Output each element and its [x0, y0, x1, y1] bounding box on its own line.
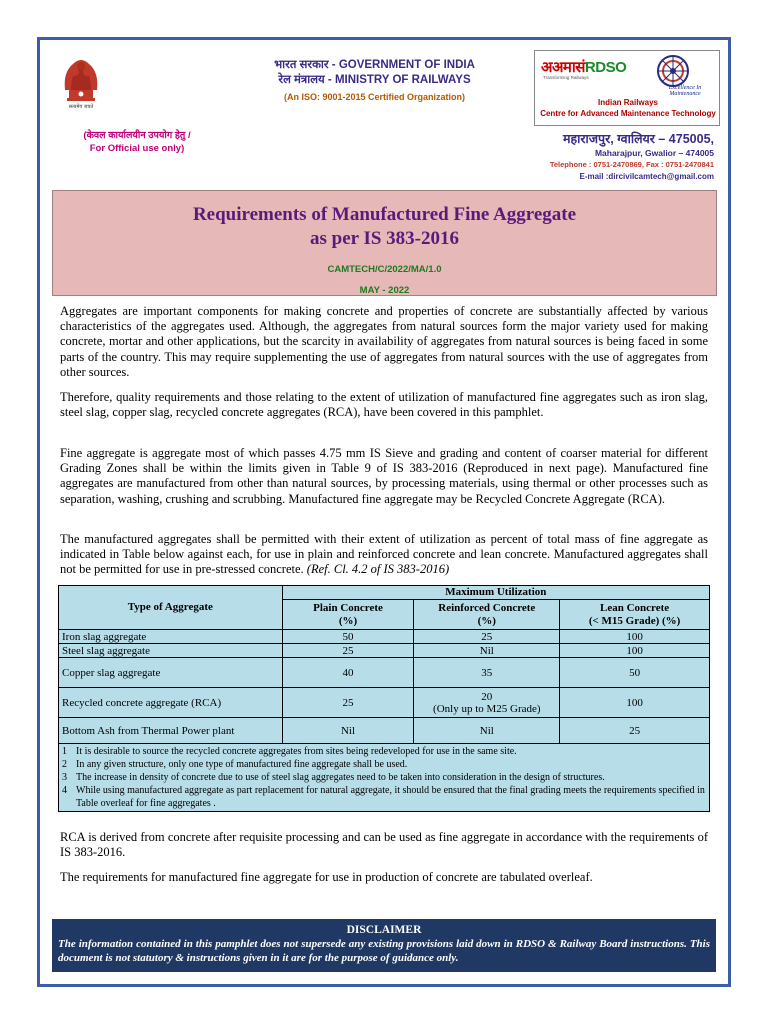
header-lean-concrete — [560, 600, 710, 630]
title-line-1: Requirements of Manufactured Fine Aggregate — [192, 204, 577, 225]
table-row — [59, 718, 710, 744]
cell-reinforced — [414, 688, 560, 718]
note-number: 1 — [62, 746, 67, 757]
address-english: Maharajpur, Gwalior – 474005 — [594, 148, 714, 158]
header-plain-line-2: (%) — [338, 614, 358, 627]
official-use-hindi: (केवल कार्यालयीन उपयोग हेतु / — [83, 130, 191, 141]
cell-lean: 100 — [560, 644, 710, 658]
note-item — [62, 784, 706, 810]
cell-reinforced: 35 — [414, 658, 560, 688]
rdso-logo-hindi: अअमासं — [541, 59, 585, 76]
national-emblem-icon — [55, 50, 107, 112]
title-line-2: as per IS 383-2016 — [309, 228, 460, 249]
title-box — [52, 190, 717, 296]
logo-excellence-tagline: Excellence In Maintenance — [668, 85, 702, 97]
cell-reinforced: Nil — [414, 644, 560, 658]
cell-type: Steel slag aggregate — [59, 644, 283, 658]
paragraph-utilization-text: The manufactured aggregates shall be permitted with their extent of utilization as percent of total mass of fine aggregate as indicated in Table below against each, for use in plain and reinforced concrete and lean concrete. Manufactured aggregates shall not be permitted for use in pre-stressed concrete. — [60, 532, 708, 577]
address-block — [500, 131, 714, 183]
cell-plain: 50 — [282, 630, 414, 644]
note-text: The increase in density of concrete due to use of steel slag aggregates need to be taken into consideration in the design of structures. — [76, 772, 605, 783]
note-item — [62, 745, 706, 758]
paragraph-rca: RCA is derived from concrete after requisite processing and can be used as fine aggregate in accordance with the requirements of IS 383-2016. — [60, 830, 708, 860]
cell-reinforced-note: (Only up to M25 Grade) — [433, 702, 541, 715]
rdso-logo — [541, 57, 626, 77]
table-row — [59, 688, 710, 718]
header-type-of-aggregate: Type of Aggregate — [59, 586, 283, 630]
iso-certification: (An ISO: 9001-2015 Certified Organization) — [283, 92, 466, 102]
camtech-name-line-2: Centre for Advanced Maintenance Technology — [540, 109, 716, 118]
cell-plain: 25 — [282, 688, 414, 718]
cell-lean: 100 — [560, 630, 710, 644]
table-row — [59, 644, 710, 658]
cell-plain: Nil — [282, 718, 414, 744]
paragraph-overleaf: The requirements for manufactured fine aggregate for use in production of concrete are tabulated overleaf. — [60, 870, 593, 884]
header-reinforced-line-1: Reinforced Concrete — [438, 601, 536, 614]
note-text: It is desirable to source the recycled concrete aggregates from sites being redeveloped for use in the same site. — [76, 746, 517, 757]
note-text: While using manufactured aggregate as part replacement for natural aggregate, it should be ensured that the final grading meets the requirements specified in Table overleaf for fine aggregates . — [76, 785, 705, 809]
header-maximum-utilization: Maximum Utilization — [282, 586, 709, 600]
cell-plain: 25 — [282, 644, 414, 658]
government-header — [232, 58, 517, 102]
header-reinforced-line-2: (%) — [477, 614, 496, 627]
telephone-fax: Telephone : 0751-2470869, Fax : 0751-2470841 — [549, 160, 714, 169]
cell-type: Recycled concrete aggregate (RCA) — [59, 688, 283, 718]
paragraph-utilization — [60, 532, 708, 578]
note-text: In any given structure, only one type of manufactured fine aggregate shall be used. — [76, 759, 408, 770]
header-lean-line-1: Lean Concrete — [600, 601, 670, 614]
official-use-label — [52, 129, 222, 155]
paragraph-definition: Fine aggregate is aggregate most of which passes 4.75 mm IS Sieve and grading and content of coarser material for different Grading Zones shall be within the limits given in Table 9 of IS 383-2016 (Reproduced in next page). Manufactured fine aggregates are manufactured from other than natural sources, by processing materials, using thermal or other processes such as separation, washing, crushing and scrubbing. Manufactured fine aggregate may be Recycled Concrete Aggregate (RCA). — [60, 446, 708, 506]
note-number: 2 — [62, 759, 67, 770]
cell-type: Iron slag aggregate — [59, 630, 283, 644]
emblem-caption: सत्यमेव जयते — [68, 104, 94, 110]
cell-type: Bottom Ash from Thermal Power plant — [59, 718, 283, 744]
cell-reinforced: 25 — [414, 630, 560, 644]
header-reinforced-concrete — [414, 600, 560, 630]
rdso-logo-text: RDSO — [584, 59, 627, 76]
paragraph-scope: Therefore, quality requirements and those relating to the extent of utilization of manufactured fine aggregates such as iron slag, steel slag, copper slag, recycled concrete aggregates (RCA), have been covered in this pamphlet. — [60, 390, 708, 420]
note-number: 4 — [62, 785, 67, 796]
note-item — [62, 771, 706, 784]
official-use-english: For Official use only) — [89, 143, 185, 154]
header-plain-line-1: Plain Concrete — [313, 601, 383, 614]
rdso-tagline: Transforming Railways — [543, 75, 589, 80]
document-date: MAY - 2022 — [359, 285, 410, 296]
paragraph-intro: Aggregates are important components for making concrete and properties of concrete are substantially affected by various characteristics of the aggregates used. Although, the aggregates from natural sources form the major variety used for making concrete, mortar and other applications, but the scarcity in availability of aggregates from natural sources is being faced in some parts of the country. This may require supplementing the use of aggregates from natural sources with the use of aggregates from other sources. — [60, 304, 708, 379]
address-hindi: महाराजपुर, ग्वालियर – 475005, — [563, 132, 714, 146]
camtech-logo — [534, 50, 720, 126]
table-row — [59, 630, 710, 644]
table-row — [59, 658, 710, 688]
cell-lean: 100 — [560, 688, 710, 718]
table-notes — [59, 744, 710, 812]
cell-lean: 25 — [560, 718, 710, 744]
note-number: 3 — [62, 772, 67, 783]
utilization-table — [58, 585, 710, 812]
disclaimer-title: DISCLAIMER — [346, 924, 422, 936]
cell-type: Copper slag aggregate — [59, 658, 283, 688]
cell-reinforced: Nil — [414, 718, 560, 744]
camtech-name — [535, 97, 721, 119]
header-lean-line-2: (< M15 Grade) (%) — [588, 614, 681, 627]
document-title — [53, 203, 716, 251]
cell-reinforced-value: 20 — [481, 690, 493, 703]
email-address[interactable]: E-mail :dircivilcamtech@gmail.com — [579, 172, 714, 181]
gov-line-2: रेल मंत्रालय - MINISTRY OF RAILWAYS — [278, 74, 471, 86]
cell-plain: 40 — [282, 658, 414, 688]
header-plain-concrete — [282, 600, 414, 630]
gov-line-1: भारत सरकार - GOVERNMENT OF INDIA — [274, 59, 475, 71]
document-code: CAMTECH/C/2022/MA/1.0 — [327, 264, 442, 275]
disclaimer-box — [52, 919, 716, 972]
note-item — [62, 758, 706, 771]
reference-clause: (Ref. Cl. 4.2 of IS 383-2016) — [306, 562, 450, 577]
cell-lean: 50 — [560, 658, 710, 688]
disclaimer-text: The information contained in this pamphlet does not supersede any existing provisions laid down in RDSO & Railway Board instructions. This document is not statutory & instructions given in it are for the purpose of guidance only. — [58, 938, 710, 964]
camtech-name-line-1: Indian Railways — [597, 98, 659, 107]
